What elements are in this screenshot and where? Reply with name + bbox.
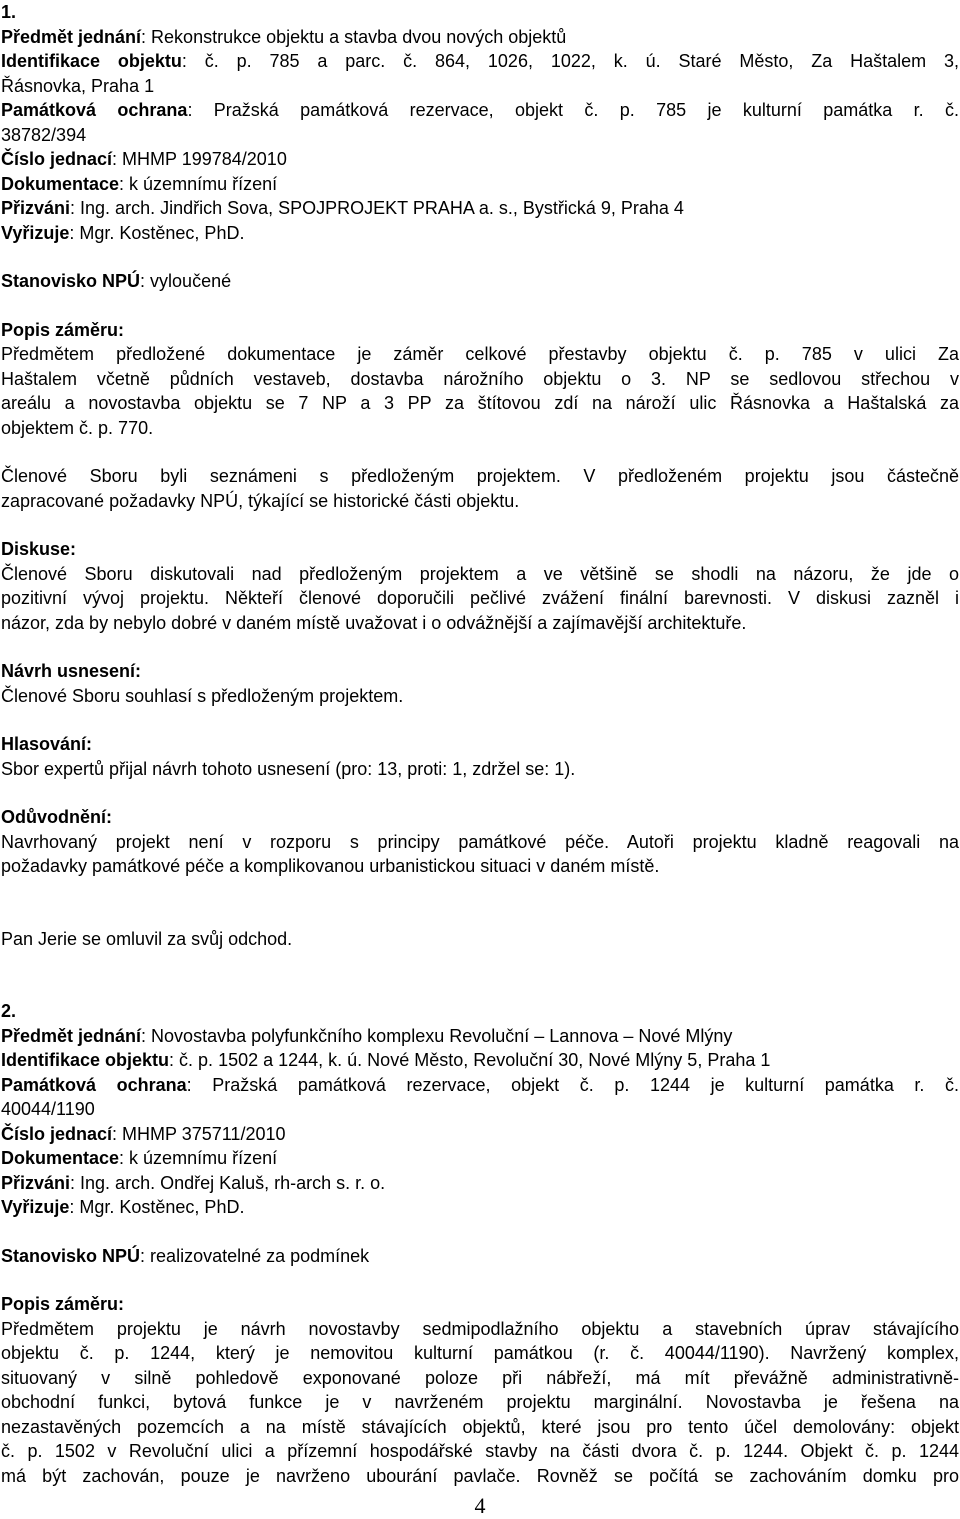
npu-statement-value: : vyloučené [140, 271, 232, 291]
proposal-label: Návrh usnesení: [1, 661, 142, 681]
handler-value: : Mgr. Kostěnec, PhD. [69, 1197, 245, 1217]
identification-line [1, 49, 959, 74]
description-text: č. p. 1502 v Revoluční ulici a přízemní hospodářské stavby na části dvora č. p. 1244. Objekt č. p. 1244 [1, 1441, 959, 1461]
protection-line [1, 1073, 959, 1098]
reference-label: Číslo jednací [1, 1123, 113, 1144]
protection-label: Památková ochrana [1, 100, 188, 120]
protection-continued: 38782/394 [1, 124, 87, 145]
proposal-text: Členové Sboru souhlasí s předloženým projektem. [1, 685, 404, 706]
identification-value: : č. p. 785 a parc. č. 864, 1026, 1022, k. ú. Staré Město, Za Haštalem 3, [181, 51, 959, 71]
description-text: areálu a novostavba objektu se 7 NP a 3 PP za štítovou zdí na nároží ulic Řásnovka a Haštalská za [1, 393, 959, 413]
documentation-value: : k územnímu řízení [119, 173, 278, 194]
vote-label: Hlasování: [1, 734, 93, 754]
description-text: situovaný v silně pohledově exponované poloze při nábřeží, má mít převážně administrativně- [1, 1367, 959, 1388]
agenda-item-2 [1, 999, 959, 1488]
item-number: 1. [1, 2, 17, 22]
description-text: obchodní funkci, bytová funkce je v navrženém projektu marginální. Novostavba je řešena na [1, 1392, 959, 1412]
discussion-label: Diskuse: [1, 539, 77, 559]
description-text: Předmětem předložené dokumentace je záměr celkové přestavby objektu č. p. 785 v ulici Za [1, 344, 959, 364]
documentation-line [1, 1146, 959, 1171]
protection-value: : Pražská památková rezervace, objekt č. p. 785 je kulturní památka r. č. [187, 100, 959, 120]
invited-value: : Ing. arch. Ondřej Kaluš, rh-arch s. r. o. [70, 1172, 386, 1193]
subject-label: Předmět jednání [1, 26, 142, 47]
description-heading [1, 1292, 959, 1317]
discussion-text: Členové Sboru diskutovali nad předloženým projektem a ve většině se shodli na názoru, že jde o [1, 563, 959, 584]
description-text: Haštalem včetně půdních vestaveb, dostavba nárožního objektu o 3. NP se sedlovou střechou v [1, 368, 959, 389]
protection-label: Památková ochrana [1, 1074, 187, 1095]
protection-continued: 40044/1190 [1, 1099, 95, 1119]
documentation-label: Dokumentace [1, 173, 120, 194]
description-text: nezastavěných pozemcích a na místě stávajících objektů, které jsou pro tento účel demolovány: objekt [1, 1416, 959, 1437]
agenda-item-1 [1, 0, 959, 951]
page-number: 4 [474, 1493, 486, 1518]
proposal-heading [1, 659, 959, 684]
identification-line [1, 1048, 959, 1073]
subject-line [1, 25, 959, 50]
identification-continued: Řásnovka, Praha 1 [1, 75, 155, 96]
discussion-heading [1, 537, 959, 562]
vote-text: Sbor expertů přijal návrh tohoto usnesení (pro: 13, proti: 1, zdržel se: 1). [1, 758, 576, 779]
protection-value: : Pražská památková rezervace, objekt č. p. 1244 je kulturní památka r. č. [186, 1074, 960, 1095]
reference-value: : MHMP 375711/2010 [112, 1123, 286, 1144]
description-text: Předmětem projektu je návrh novostavby sedmipodlažního objektu a stavebních úprav stávajícího [1, 1318, 959, 1339]
handler-line [1, 1195, 959, 1220]
invited-value: : Ing. arch. Jindřich Sova, SPOJPROJEKT PRAHA a. s., Bystřická 9, Praha 4 [70, 198, 684, 218]
description-label: Popis záměru: [1, 319, 125, 340]
discussion-text: pozitivní vývoj projektu. Někteří členové doporučili pečlivé zvážení finální barevnosti. V diskusi zazněl i [1, 588, 959, 608]
reasoning-text: Navrhovaný projekt není v rozporu s principy památkové péče. Autoři projektu kladně reagovali na [1, 831, 959, 852]
reasoning-text: požadavky památkové péče a komplikovanou urbanistickou situaci v daném místě. [1, 856, 660, 876]
subject-line [1, 1024, 959, 1049]
handler-label: Vyřizuje [1, 1197, 70, 1217]
subject-value: : Rekonstrukce objektu a stavba dvou nových objektů [141, 26, 567, 47]
npu-statement-value: : realizovatelné za podmínek [140, 1245, 370, 1266]
reference-line [1, 1122, 959, 1147]
handler-value: : Mgr. Kostěnec, PhD. [69, 222, 245, 243]
npu-statement-line [1, 269, 959, 294]
discussion-text: názor, zda by nebylo dobré v daném místě uvažovat i o odvážnější a zajímavější architektuře. [1, 612, 747, 633]
invited-line [1, 1171, 959, 1196]
subject-label: Předmět jednání [1, 1025, 142, 1046]
npu-statement-label: Stanovisko NPÚ [1, 1245, 141, 1266]
invited-line [1, 196, 959, 221]
description-label: Popis záměru: [1, 1294, 125, 1314]
reasoning-label: Odůvodnění: [1, 807, 112, 827]
vote-heading [1, 732, 959, 757]
identification-label: Identifikace objektu [1, 51, 182, 71]
protection-line [1, 98, 959, 123]
identification-value: : č. p. 1502 a 1244, k. ú. Nové Město, Revoluční 30, Nové Mlýny 5, Praha 1 [169, 1050, 771, 1070]
npu-statement-label: Stanovisko NPÚ [1, 271, 141, 291]
handler-label: Vyřizuje [1, 222, 70, 243]
reference-line [1, 147, 959, 172]
description-heading [1, 318, 959, 343]
reasoning-heading [1, 805, 959, 830]
npu-statement-line [1, 1244, 959, 1269]
subject-value: : Novostavba polyfunkčního komplexu Revoluční – Lannova – Nové Mlýny [141, 1025, 733, 1046]
handler-line [1, 221, 959, 246]
invited-label: Přizváni [1, 1172, 71, 1193]
documentation-label: Dokumentace [1, 1148, 120, 1168]
note-text: Pan Jerie se omluvil za svůj odchod. [1, 928, 293, 949]
invited-label: Přizváni [1, 198, 71, 218]
members-text: zapracované požadavky NPÚ, týkající se historické části objektu. [1, 490, 520, 511]
reference-label: Číslo jednací [1, 149, 113, 169]
members-text: Členové Sboru byli seznámeni s předloženým projektem. V předloženém projektu jsou částečně [1, 466, 959, 486]
description-text: objektem č. p. 770. [1, 417, 154, 438]
reference-value: : MHMP 199784/2010 [112, 149, 287, 169]
description-text: má být zachován, pouze je navrženo ubourání pavlače. Rovněž se počítá se zachováním domku pro [1, 1465, 959, 1486]
item-number: 2. [1, 1001, 17, 1021]
description-text: objektu č. p. 1244, který je nemovitou kulturní památkou (r. č. 40044/1190). Navržený komplex, [1, 1343, 959, 1363]
documentation-line [1, 172, 959, 197]
documentation-value: : k územnímu řízení [119, 1148, 278, 1168]
identification-label: Identifikace objektu [1, 1050, 170, 1070]
